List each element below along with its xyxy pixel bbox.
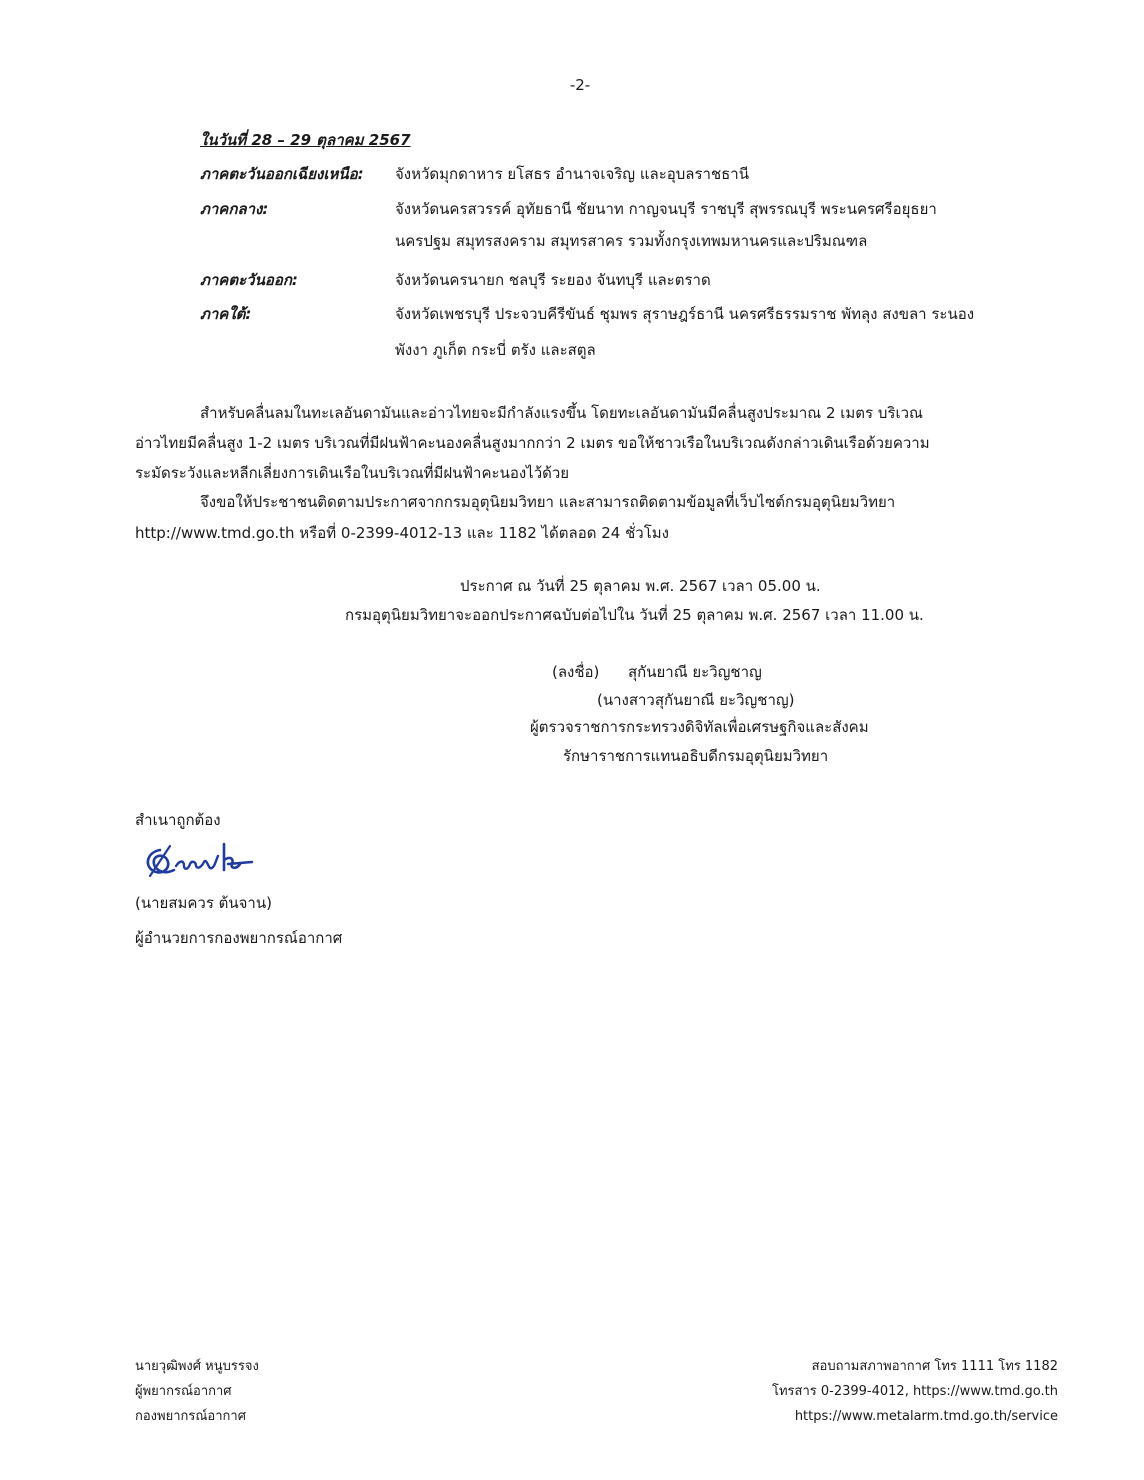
certified-copy-label: สำเนาถูกต้อง	[135, 811, 221, 829]
signed-name: สุกันยาณี ยะวิญชาญ	[628, 663, 762, 681]
paragraph2-line1: จึงขอให้ประชาชนติดตามประกาศจากกรมอุตุนิยมวิทยา และสามารถติดตามข้อมูลที่เว็บไซต์กรมอุตุนิยมวิทยา	[200, 493, 896, 511]
signed-prefix: (ลงชื่อ)	[552, 663, 600, 681]
date-heading: ในวันที่ 28 – 29 ตุลาคม 2567	[200, 131, 411, 149]
footer-left-line3: กองพยากรณ์อากาศ	[135, 1409, 246, 1424]
signer-position-2: รักษาราชการแทนอธิบดีกรมอุตุนิยมวิทยา	[563, 747, 829, 765]
signer-full-name: (นางสาวสุกันยาณี ยะวิญชาญ)	[597, 691, 795, 709]
region-text-northeast: จังหวัดมุกดาหาร ยโสธร อำนาจเจริญ และอุบลราชธานี	[395, 165, 749, 183]
page-number: -2-	[569, 76, 591, 94]
footer-left-line1: นายวุฒิพงศ์ หนูบรรจง	[135, 1359, 259, 1374]
region-text-central-2: นครปฐม สมุทรสงคราม สมุทรสาคร รวมทั้งกรุงเทพมหานครและปริมณฑล	[395, 232, 868, 250]
announce-line: ประกาศ ณ วันที่ 25 ตุลาคม พ.ศ. 2567 เวลา 05.00 น.	[460, 577, 821, 595]
region-text-south-2: พังงา ภูเก็ต กระบี่ ตรัง และสตูล	[395, 341, 596, 359]
footer-right-line3: https://www.metalarm.tmd.go.th/service	[794, 1409, 1058, 1424]
signer-position-1: ผู้ตรวจราชการกระทรวงดิจิทัลเพื่อเศรษฐกิจและสังคม	[530, 718, 869, 736]
footer-right-line2: โทรสาร 0-2399-4012, https://www.tmd.go.th	[772, 1384, 1058, 1399]
footer-right-line1: สอบถามสภาพอากาศ โทร 1111 โทร 1182	[811, 1359, 1058, 1374]
footer-left-line2: ผู้พยากรณ์อากาศ	[135, 1384, 232, 1399]
region-label-northeast: ภาคตะวันออกเฉียงเหนือ:	[200, 165, 364, 183]
region-text-east: จังหวัดนครนายก ชลบุรี ระยอง จันทบุรี และตราด	[395, 271, 711, 289]
handwritten-signature	[140, 836, 260, 884]
paragraph2-line2: http://www.tmd.go.th หรือที่ 0-2399-4012-13 และ 1182 ได้ตลอด 24 ชั่วโมง	[135, 524, 669, 542]
region-text-south-1: จังหวัดเพชรบุรี ประจวบคีรีขันธ์ ชุมพร สุราษฎร์ธานี นครศรีธรรมราช พัทลุง สงขลา ระนอง	[395, 305, 975, 323]
paragraph1-line1: สำหรับคลื่นลมในทะเลอันดามันและอ่าวไทยจะมีกำลังแรงขึ้น โดยทะเลอันดามันมีคลื่นสูงประมาณ 2 เมตร บริเวณ	[200, 404, 923, 422]
region-label-south: ภาคใต้:	[200, 305, 252, 323]
paragraph1-line3: ระมัดระวังและหลีกเลี่ยงการเดินเรือในบริเวณที่มีฝนฟ้าคะนองไว้ด้วย	[135, 464, 570, 482]
region-label-east: ภาคตะวันออก:	[200, 271, 298, 289]
region-text-central-1: จังหวัดนครสวรรค์ อุทัยธานี ชัยนาท กาญจนบุรี ราชบุรี สุพรรณบุรี พระนครศรีอยุธยา	[395, 200, 937, 218]
certifier-position: ผู้อำนวยการกองพยากรณ์อากาศ	[135, 929, 343, 947]
next-issue-line: กรมอุตุนิยมวิทยาจะออกประกาศฉบับต่อไปใน วันที่ 25 ตุลาคม พ.ศ. 2567 เวลา 11.00 น.	[345, 606, 924, 624]
certifier-name: (นายสมควร ต้นจาน)	[135, 894, 272, 912]
paragraph1-line2: อ่าวไทยมีคลื่นสูง 1-2 เมตร บริเวณที่มีฝนฟ้าคะนองคลื่นสูงมากกว่า 2 เมตร ขอให้ชาวเรือในบริเวณดังกล่าวเดินเรือด้วยความ	[135, 434, 930, 452]
region-label-central: ภาคกลาง:	[200, 200, 269, 218]
